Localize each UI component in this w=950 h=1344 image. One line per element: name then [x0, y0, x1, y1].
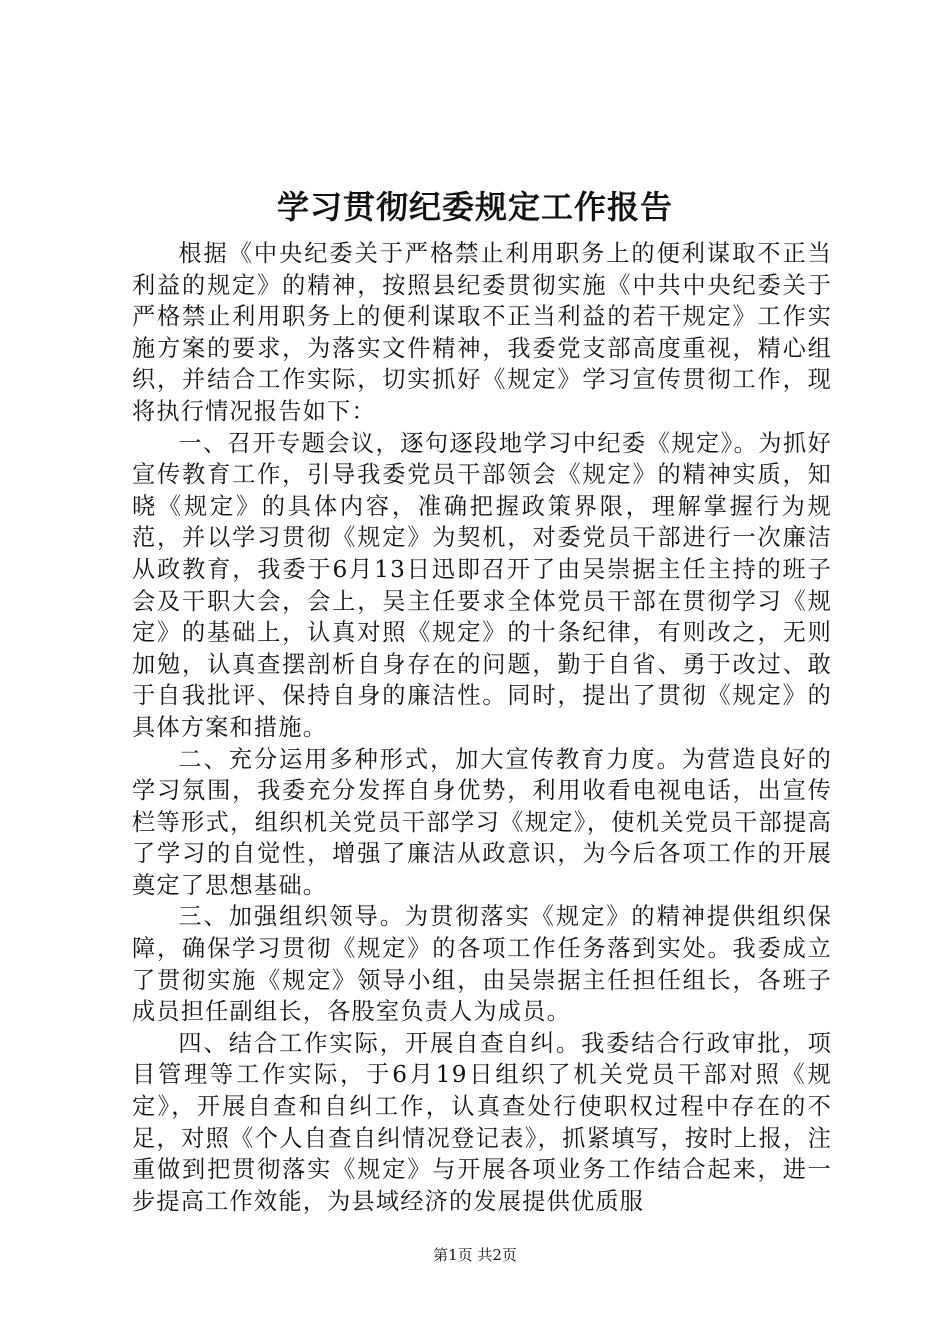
page-footer: 第1页 共2页 — [433, 1246, 517, 1264]
paragraph-section-4: 四、结合工作实际，开展自查自纠。我委结合行政审批，项目管理等工作实际，于6月19日组织了机关党员干部对照《规定》，开展自查和自纠工作，认真查处行使职权过程中存在的不足，对照《个人自查自纠情况登记表》，抓紧填写，按时上报，注重做到把贯彻落实《规定》与开展各项业务工作结合起来，进一步提高工作效能，为县域经济的发展提供优质服 — [132, 1029, 832, 1215]
paragraph-intro: 根据《中央纪委关于严格禁止利用职务上的便利谋取不正当利益的规定》的精神，按照县纪委贯彻实施《中共中央纪委关于严格禁止利用职务上的便利谋取不正当利益的若干规定》工作实施方案的要求，为落实文件精神，我委党支部高度重视，精心组织，并结合工作实际，切实抓好《规定》学习宣传贯彻工作，现将执行情况报告如下： — [132, 240, 832, 425]
paragraph-section-1: 一、召开专题会议，逐句逐段地学习中纪委《规定》。为抓好宣传教育工作，引导我委党员干部领会《规定》的精神实质，知晓《规定》的具体内容，准确把握政策界限，理解掌握行为规范，并以学习贯彻《规定》为契机，对委党员干部进行一次廉洁从政教育，我委于6月13日迅即召开了由吴崇据主任主持的班子会及干职大会，会上，吴主任要求全体党员干部在贯彻学习《规定》的基础上，认真对照《规定》的十条纪律，有则改之，无则加勉，认真查摆剖析自身存在的问题，勤于自省、勇于改过、敢于自我批评、保持自身的廉洁性。同时，提出了贯彻《规定》的具体方案和措施。 — [132, 429, 832, 741]
paragraph-section-3: 三、加强组织领导。为贯彻落实《规定》的精神提供组织保障，确保学习贯彻《规定》的各项工作任务落到实处。我委成立了贯彻实施《规定》领导小组，由吴崇据主任担任组长，各班子成员担任副组长，各股室负责人为成员。 — [132, 903, 832, 1026]
page-title: 学习贯彻纪委规定工作报告 — [276, 188, 673, 226]
document-body — [132, 238, 832, 1217]
paragraph-section-2: 二、充分运用多种形式，加大宣传教育力度。为营造良好的学习氛围，我委充分发挥自身优势，利用收看电视电话，出宣传栏等形式，组织机关党员干部学习《规定》，使机关党员干部提高了学习的自觉性，增强了廉洁从政意识，为今后各项工作的开展奠定了思想基础。 — [132, 745, 832, 899]
